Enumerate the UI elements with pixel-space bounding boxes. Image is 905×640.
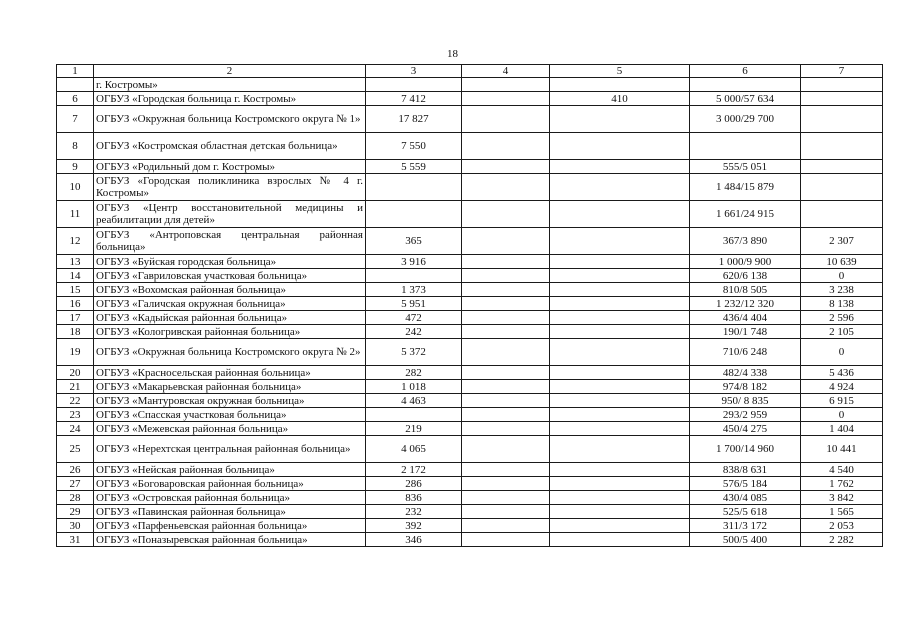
value-col-6 — [690, 133, 801, 160]
value-col-5 — [550, 283, 690, 297]
value-col-6: 974/8 182 — [690, 380, 801, 394]
header-cell-5: 5 — [550, 65, 690, 78]
institution-name: ОГБУЗ «Макарьевская районная больница» — [94, 380, 366, 394]
table-row — [57, 408, 883, 422]
institution-name: ОГБУЗ «Гавриловская участковая больница» — [94, 269, 366, 283]
table-row — [57, 106, 883, 133]
row-number: 13 — [57, 255, 94, 269]
value-col-7 — [801, 106, 883, 133]
value-col-3: 7 412 — [366, 92, 462, 106]
value-col-7: 2 105 — [801, 325, 883, 339]
value-col-7: 1 565 — [801, 505, 883, 519]
value-col-3: 2 172 — [366, 463, 462, 477]
hospital-table — [56, 64, 883, 547]
value-col-5 — [550, 269, 690, 283]
table-row — [57, 283, 883, 297]
value-col-5 — [550, 201, 690, 228]
table-row — [57, 228, 883, 255]
table-row — [57, 311, 883, 325]
value-col-4 — [462, 201, 550, 228]
value-col-3: 17 827 — [366, 106, 462, 133]
row-number: 18 — [57, 325, 94, 339]
value-col-4 — [462, 255, 550, 269]
row-number: 12 — [57, 228, 94, 255]
value-col-6: 436/4 404 — [690, 311, 801, 325]
row-number: 16 — [57, 297, 94, 311]
value-col-5 — [550, 325, 690, 339]
value-col-5 — [550, 436, 690, 463]
value-col-6: 1 484/15 879 — [690, 174, 801, 201]
row-number: 19 — [57, 339, 94, 366]
value-col-3: 836 — [366, 491, 462, 505]
value-col-7: 4 540 — [801, 463, 883, 477]
value-col-6: 500/5 400 — [690, 533, 801, 547]
header-cell-3: 3 — [366, 65, 462, 78]
value-col-7 — [801, 160, 883, 174]
value-col-7: 0 — [801, 269, 883, 283]
value-col-4 — [462, 92, 550, 106]
value-col-3: 242 — [366, 325, 462, 339]
table-row — [57, 463, 883, 477]
value-col-3: 365 — [366, 228, 462, 255]
row-number: 6 — [57, 92, 94, 106]
value-col-5 — [550, 133, 690, 160]
value-col-3: 1 018 — [366, 380, 462, 394]
value-col-4 — [462, 366, 550, 380]
value-col-3: 1 373 — [366, 283, 462, 297]
table-body — [57, 65, 883, 547]
header-cell-2: 2 — [94, 65, 366, 78]
value-col-6: 1 700/14 960 — [690, 436, 801, 463]
institution-name: ОГБУЗ «Межевская районная больница» — [94, 422, 366, 436]
institution-name: ОГБУЗ «Красносельская районная больница» — [94, 366, 366, 380]
value-col-4 — [462, 463, 550, 477]
institution-name: ОГБУЗ «Окружная больница Костромского округа № 2» — [94, 339, 366, 366]
value-col-7: 8 138 — [801, 297, 883, 311]
table-row — [57, 297, 883, 311]
value-col-3: 346 — [366, 533, 462, 547]
value-col-4 — [462, 394, 550, 408]
header-cell-7: 7 — [801, 65, 883, 78]
row-number — [57, 78, 94, 92]
value-col-4 — [462, 174, 550, 201]
table-row — [57, 133, 883, 160]
table-row — [57, 255, 883, 269]
value-col-3 — [366, 174, 462, 201]
value-col-5 — [550, 366, 690, 380]
value-col-7: 0 — [801, 408, 883, 422]
institution-name: ОГБУЗ «Антроповская центральная районная больница» — [94, 228, 366, 255]
institution-name: ОГБУЗ «Мантуровская окружная больница» — [94, 394, 366, 408]
value-col-5 — [550, 408, 690, 422]
value-col-3: 5 951 — [366, 297, 462, 311]
table-row — [57, 366, 883, 380]
value-col-7: 2 282 — [801, 533, 883, 547]
value-col-7 — [801, 174, 883, 201]
value-col-5 — [550, 463, 690, 477]
institution-name: ОГБУЗ «Родильный дом г. Костромы» — [94, 160, 366, 174]
value-col-5: 410 — [550, 92, 690, 106]
value-col-6: 311/3 172 — [690, 519, 801, 533]
value-col-4 — [462, 269, 550, 283]
value-col-3: 472 — [366, 311, 462, 325]
value-col-7 — [801, 92, 883, 106]
value-col-3: 282 — [366, 366, 462, 380]
value-col-6: 482/4 338 — [690, 366, 801, 380]
value-col-6: 430/4 085 — [690, 491, 801, 505]
institution-name: ОГБУЗ «Нерехтская центральная районная больница» — [94, 436, 366, 463]
row-number: 27 — [57, 477, 94, 491]
value-col-4 — [462, 533, 550, 547]
value-col-7: 6 915 — [801, 394, 883, 408]
value-col-7: 0 — [801, 339, 883, 366]
table-row — [57, 394, 883, 408]
institution-name: ОГБУЗ «Костромская областная детская больница» — [94, 133, 366, 160]
value-col-7: 1 762 — [801, 477, 883, 491]
row-number: 30 — [57, 519, 94, 533]
value-col-6: 367/3 890 — [690, 228, 801, 255]
row-number: 17 — [57, 311, 94, 325]
value-col-4 — [462, 297, 550, 311]
value-col-3: 286 — [366, 477, 462, 491]
value-col-4 — [462, 408, 550, 422]
row-number: 21 — [57, 380, 94, 394]
value-col-4 — [462, 422, 550, 436]
row-number: 20 — [57, 366, 94, 380]
value-col-5 — [550, 477, 690, 491]
value-col-5 — [550, 106, 690, 133]
row-number: 28 — [57, 491, 94, 505]
value-col-6: 5 000/57 634 — [690, 92, 801, 106]
value-col-6: 293/2 959 — [690, 408, 801, 422]
value-col-7: 1 404 — [801, 422, 883, 436]
value-col-6 — [690, 78, 801, 92]
institution-name: ОГБУЗ «Поназыревская районная больница» — [94, 533, 366, 547]
value-col-5 — [550, 174, 690, 201]
table-row — [57, 201, 883, 228]
value-col-3: 5 372 — [366, 339, 462, 366]
institution-name: ОГБУЗ «Спасская участковая больница» — [94, 408, 366, 422]
row-number: 14 — [57, 269, 94, 283]
value-col-6: 1 661/24 915 — [690, 201, 801, 228]
value-col-5 — [550, 533, 690, 547]
page-number: 18 — [447, 48, 458, 60]
value-col-6: 1 232/12 320 — [690, 297, 801, 311]
value-col-7: 3 238 — [801, 283, 883, 297]
value-col-5 — [550, 228, 690, 255]
value-col-3: 3 916 — [366, 255, 462, 269]
header-cell-6: 6 — [690, 65, 801, 78]
institution-name: ОГБУЗ «Буйская городская больница» — [94, 255, 366, 269]
value-col-4 — [462, 380, 550, 394]
value-col-5 — [550, 491, 690, 505]
value-col-7: 10 441 — [801, 436, 883, 463]
table-row — [57, 533, 883, 547]
value-col-6: 838/8 631 — [690, 463, 801, 477]
value-col-3: 232 — [366, 505, 462, 519]
row-number: 8 — [57, 133, 94, 160]
value-col-4 — [462, 78, 550, 92]
value-col-7: 5 436 — [801, 366, 883, 380]
row-number: 26 — [57, 463, 94, 477]
value-col-7: 10 639 — [801, 255, 883, 269]
institution-name: ОГБУЗ «Кадыйская районная больница» — [94, 311, 366, 325]
institution-name: г. Костромы» — [94, 78, 366, 92]
table-row — [57, 269, 883, 283]
table-row — [57, 78, 883, 92]
institution-name: ОГБУЗ «Парфеньевская районная больница» — [94, 519, 366, 533]
institution-name: ОГБУЗ «Боговаровская районная больница» — [94, 477, 366, 491]
value-col-3 — [366, 201, 462, 228]
value-col-6: 576/5 184 — [690, 477, 801, 491]
institution-name: ОГБУЗ «Окружная больница Костромского округа № 1» — [94, 106, 366, 133]
value-col-6: 3 000/29 700 — [690, 106, 801, 133]
value-col-4 — [462, 325, 550, 339]
table-row — [57, 422, 883, 436]
value-col-4 — [462, 106, 550, 133]
value-col-4 — [462, 160, 550, 174]
value-col-6: 1 000/9 900 — [690, 255, 801, 269]
value-col-5 — [550, 311, 690, 325]
value-col-4 — [462, 311, 550, 325]
header-row — [57, 65, 883, 78]
institution-name: ОГБУЗ «Кологривская районная больница» — [94, 325, 366, 339]
value-col-5 — [550, 339, 690, 366]
row-number: 10 — [57, 174, 94, 201]
value-col-7 — [801, 78, 883, 92]
value-col-4 — [462, 228, 550, 255]
value-col-5 — [550, 160, 690, 174]
value-col-3: 4 065 — [366, 436, 462, 463]
value-col-6: 710/6 248 — [690, 339, 801, 366]
table-row — [57, 436, 883, 463]
value-col-4 — [462, 505, 550, 519]
table-row — [57, 325, 883, 339]
value-col-5 — [550, 422, 690, 436]
value-col-7: 2 596 — [801, 311, 883, 325]
value-col-6: 525/5 618 — [690, 505, 801, 519]
row-number: 24 — [57, 422, 94, 436]
value-col-3: 4 463 — [366, 394, 462, 408]
table-row — [57, 477, 883, 491]
institution-name: ОГБУЗ «Галичская окружная больница» — [94, 297, 366, 311]
value-col-6: 620/6 138 — [690, 269, 801, 283]
value-col-6: 190/1 748 — [690, 325, 801, 339]
value-col-5 — [550, 394, 690, 408]
value-col-5 — [550, 297, 690, 311]
value-col-4 — [462, 436, 550, 463]
institution-name: ОГБУЗ «Островская районная больница» — [94, 491, 366, 505]
value-col-3: 5 559 — [366, 160, 462, 174]
value-col-3 — [366, 78, 462, 92]
value-col-3: 7 550 — [366, 133, 462, 160]
value-col-7: 2 053 — [801, 519, 883, 533]
value-col-5 — [550, 505, 690, 519]
row-number: 29 — [57, 505, 94, 519]
value-col-3 — [366, 408, 462, 422]
value-col-6: 450/4 275 — [690, 422, 801, 436]
value-col-7 — [801, 201, 883, 228]
table-row — [57, 92, 883, 106]
value-col-3: 392 — [366, 519, 462, 533]
institution-name: ОГБУЗ «Нейская районная больница» — [94, 463, 366, 477]
row-number: 15 — [57, 283, 94, 297]
table-row — [57, 519, 883, 533]
row-number: 7 — [57, 106, 94, 133]
row-number: 23 — [57, 408, 94, 422]
value-col-3 — [366, 269, 462, 283]
value-col-5 — [550, 519, 690, 533]
table-row — [57, 491, 883, 505]
table-row — [57, 174, 883, 201]
value-col-4 — [462, 133, 550, 160]
value-col-5 — [550, 255, 690, 269]
table-row — [57, 380, 883, 394]
value-col-4 — [462, 491, 550, 505]
row-number: 22 — [57, 394, 94, 408]
value-col-6: 555/5 051 — [690, 160, 801, 174]
header-cell-4: 4 — [462, 65, 550, 78]
institution-name: ОГБУЗ «Центр восстановительной медицины и реабилитации для детей» — [94, 201, 366, 228]
row-number: 11 — [57, 201, 94, 228]
value-col-5 — [550, 380, 690, 394]
institution-name: ОГБУЗ «Павинская районная больница» — [94, 505, 366, 519]
value-col-4 — [462, 477, 550, 491]
value-col-3: 219 — [366, 422, 462, 436]
institution-name: ОГБУЗ «Городская поликлиника взрослых № 4 г. Костромы» — [94, 174, 366, 201]
value-col-7: 2 307 — [801, 228, 883, 255]
value-col-6: 950/ 8 835 — [690, 394, 801, 408]
table-row — [57, 339, 883, 366]
institution-name: ОГБУЗ «Городская больница г. Костромы» — [94, 92, 366, 106]
table-row — [57, 160, 883, 174]
value-col-4 — [462, 519, 550, 533]
value-col-4 — [462, 283, 550, 297]
row-number: 25 — [57, 436, 94, 463]
institution-name: ОГБУЗ «Вохомская районная больница» — [94, 283, 366, 297]
row-number: 9 — [57, 160, 94, 174]
value-col-5 — [550, 78, 690, 92]
value-col-6: 810/8 505 — [690, 283, 801, 297]
value-col-7: 4 924 — [801, 380, 883, 394]
row-number: 31 — [57, 533, 94, 547]
value-col-4 — [462, 339, 550, 366]
header-cell-1: 1 — [57, 65, 94, 78]
value-col-7: 3 842 — [801, 491, 883, 505]
value-col-7 — [801, 133, 883, 160]
table-row — [57, 505, 883, 519]
